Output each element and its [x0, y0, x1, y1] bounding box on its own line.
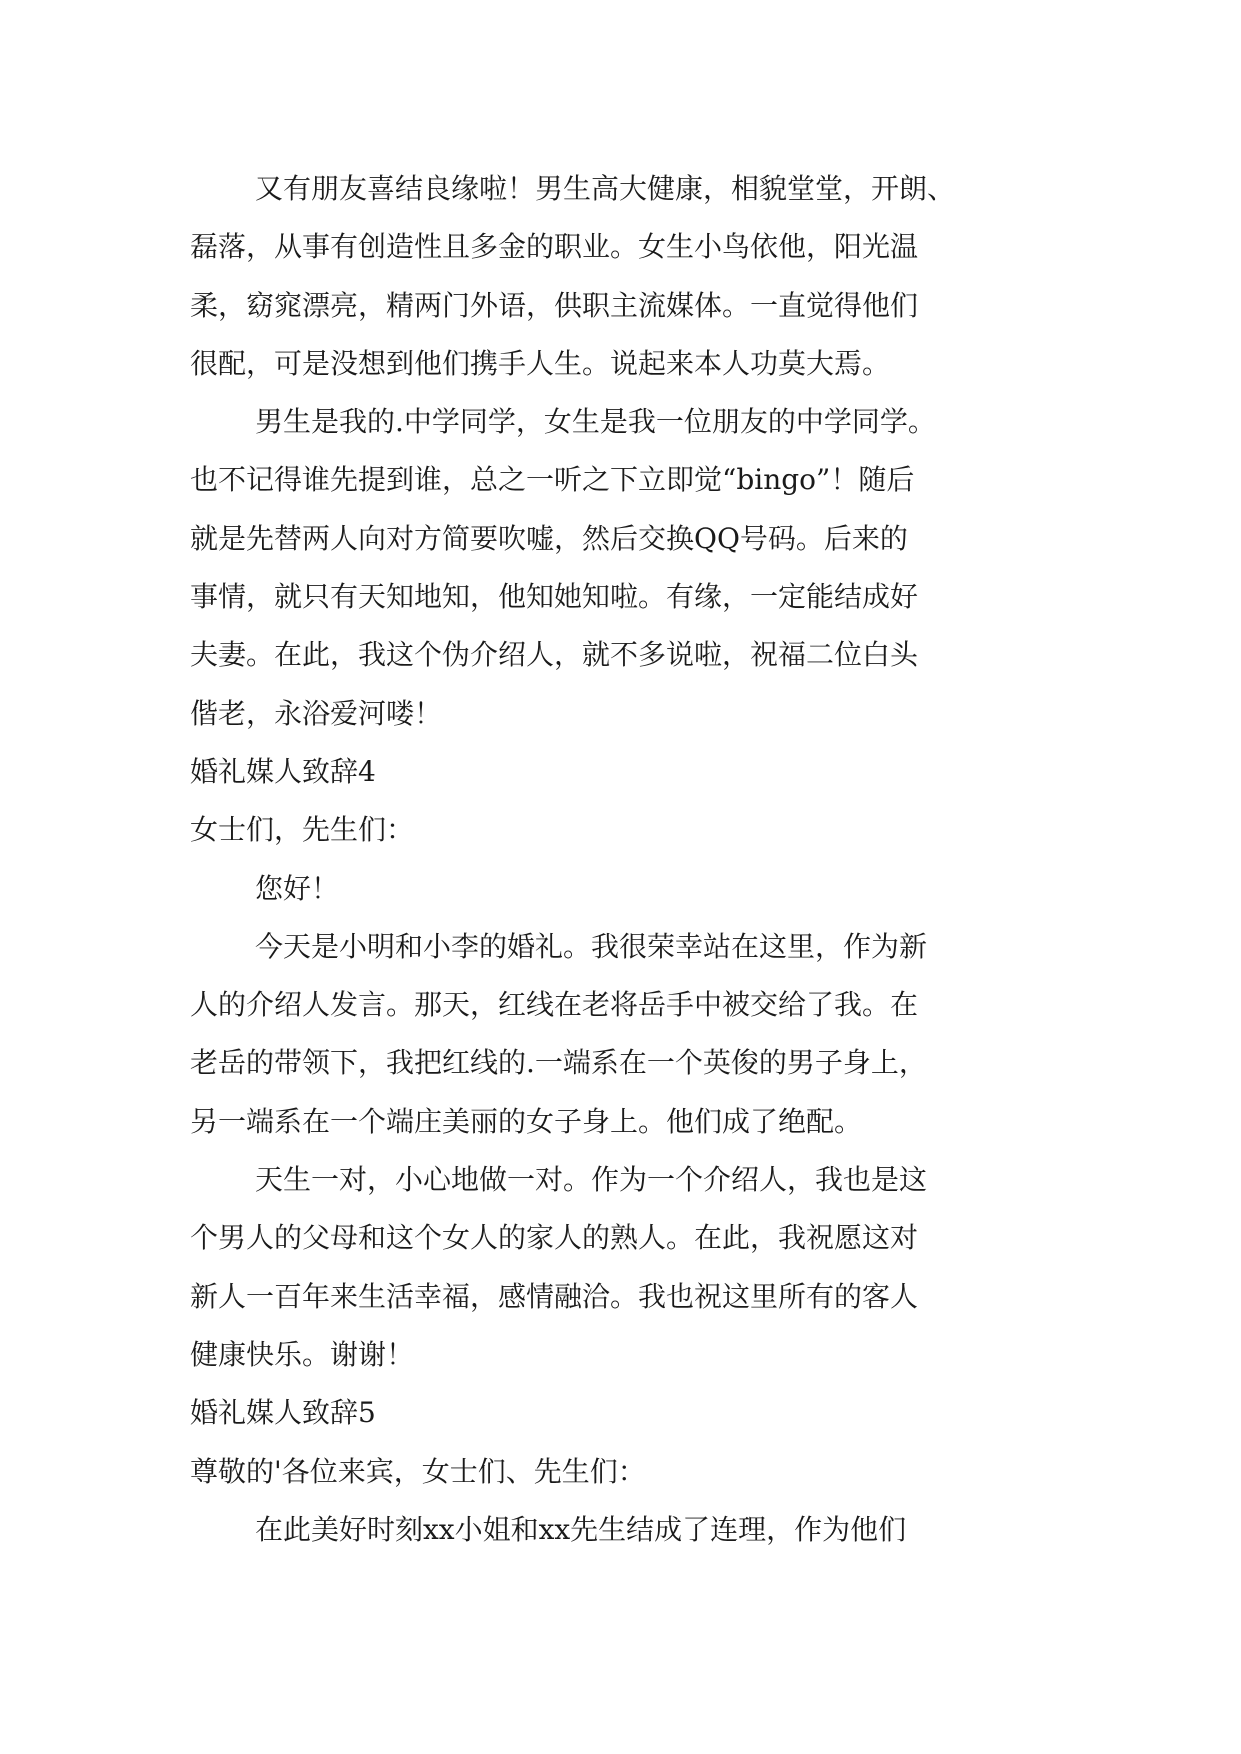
paragraph-line: 另一端系在一个端庄美丽的女子身上。他们成了绝配。 [190, 1104, 863, 1138]
greeting: 您好！ [255, 871, 340, 905]
paragraph-line: 男生是我的.中学同学，女生是我一位朋友的中学同学。 [255, 405, 936, 439]
paragraph-line: 新人一百年来生活幸福，感情融洽。我也祝这里所有的客人 [190, 1279, 919, 1313]
paragraph-line: 夫妻。在此，我这个伪介绍人，就不多说啦，祝福二位白头 [190, 638, 919, 672]
paragraph-line: 很配，可是没想到他们携手人生。说起来本人功莫大焉。 [190, 346, 891, 380]
paragraph-line: 人的介绍人发言。那天，红线在老将岳手中被交给了我。在 [190, 988, 919, 1022]
section-heading: 婚礼媒人致辞5 [190, 1396, 376, 1430]
paragraph-line: 偕老，永浴爱河喽！ [190, 696, 443, 730]
salutation: 尊敬的'各位来宾，女士们、先生们： [190, 1454, 646, 1488]
paragraph-line: 今天是小明和小李的婚礼。我很荣幸站在这里，作为新 [255, 929, 928, 963]
paragraph-line: 就是先替两人向对方简要吹嘘，然后交换QQ号码。后来的 [190, 521, 908, 555]
document-body [190, 160, 1048, 1559]
paragraph-line: 个男人的父母和这个女人的家人的熟人。在此，我祝愿这对 [190, 1221, 919, 1255]
paragraph-line: 事情，就只有天知地知，他知她知啦。有缘，一定能结成好 [190, 580, 919, 614]
paragraph-line: 老岳的带领下，我把红线的.一端系在一个英俊的男子身上， [190, 1046, 927, 1080]
paragraph-line: 健康快乐。谢谢！ [190, 1337, 415, 1371]
paragraph-line: 在此美好时刻xx小姐和xx先生结成了连理，作为他们 [255, 1512, 907, 1546]
section-heading: 婚礼媒人致辞4 [190, 754, 376, 788]
salutation: 女士们，先生们： [190, 813, 415, 847]
paragraph-line: 磊落，从事有创造性且多金的职业。女生小鸟依他，阳光温 [190, 230, 919, 264]
paragraph-line: 也不记得谁先提到谁，总之一听之下立即觉“bingo”！随后 [190, 463, 915, 497]
paragraph-line: 又有朋友喜结良缘啦！男生高大健康，相貌堂堂，开朗、 [255, 172, 956, 205]
paragraph-line: 柔，窈窕漂亮，精两门外语，供职主流媒体。一直觉得他们 [190, 288, 919, 322]
paragraph-line: 天生一对，小心地做一对。作为一个介绍人，我也是这 [255, 1163, 928, 1197]
